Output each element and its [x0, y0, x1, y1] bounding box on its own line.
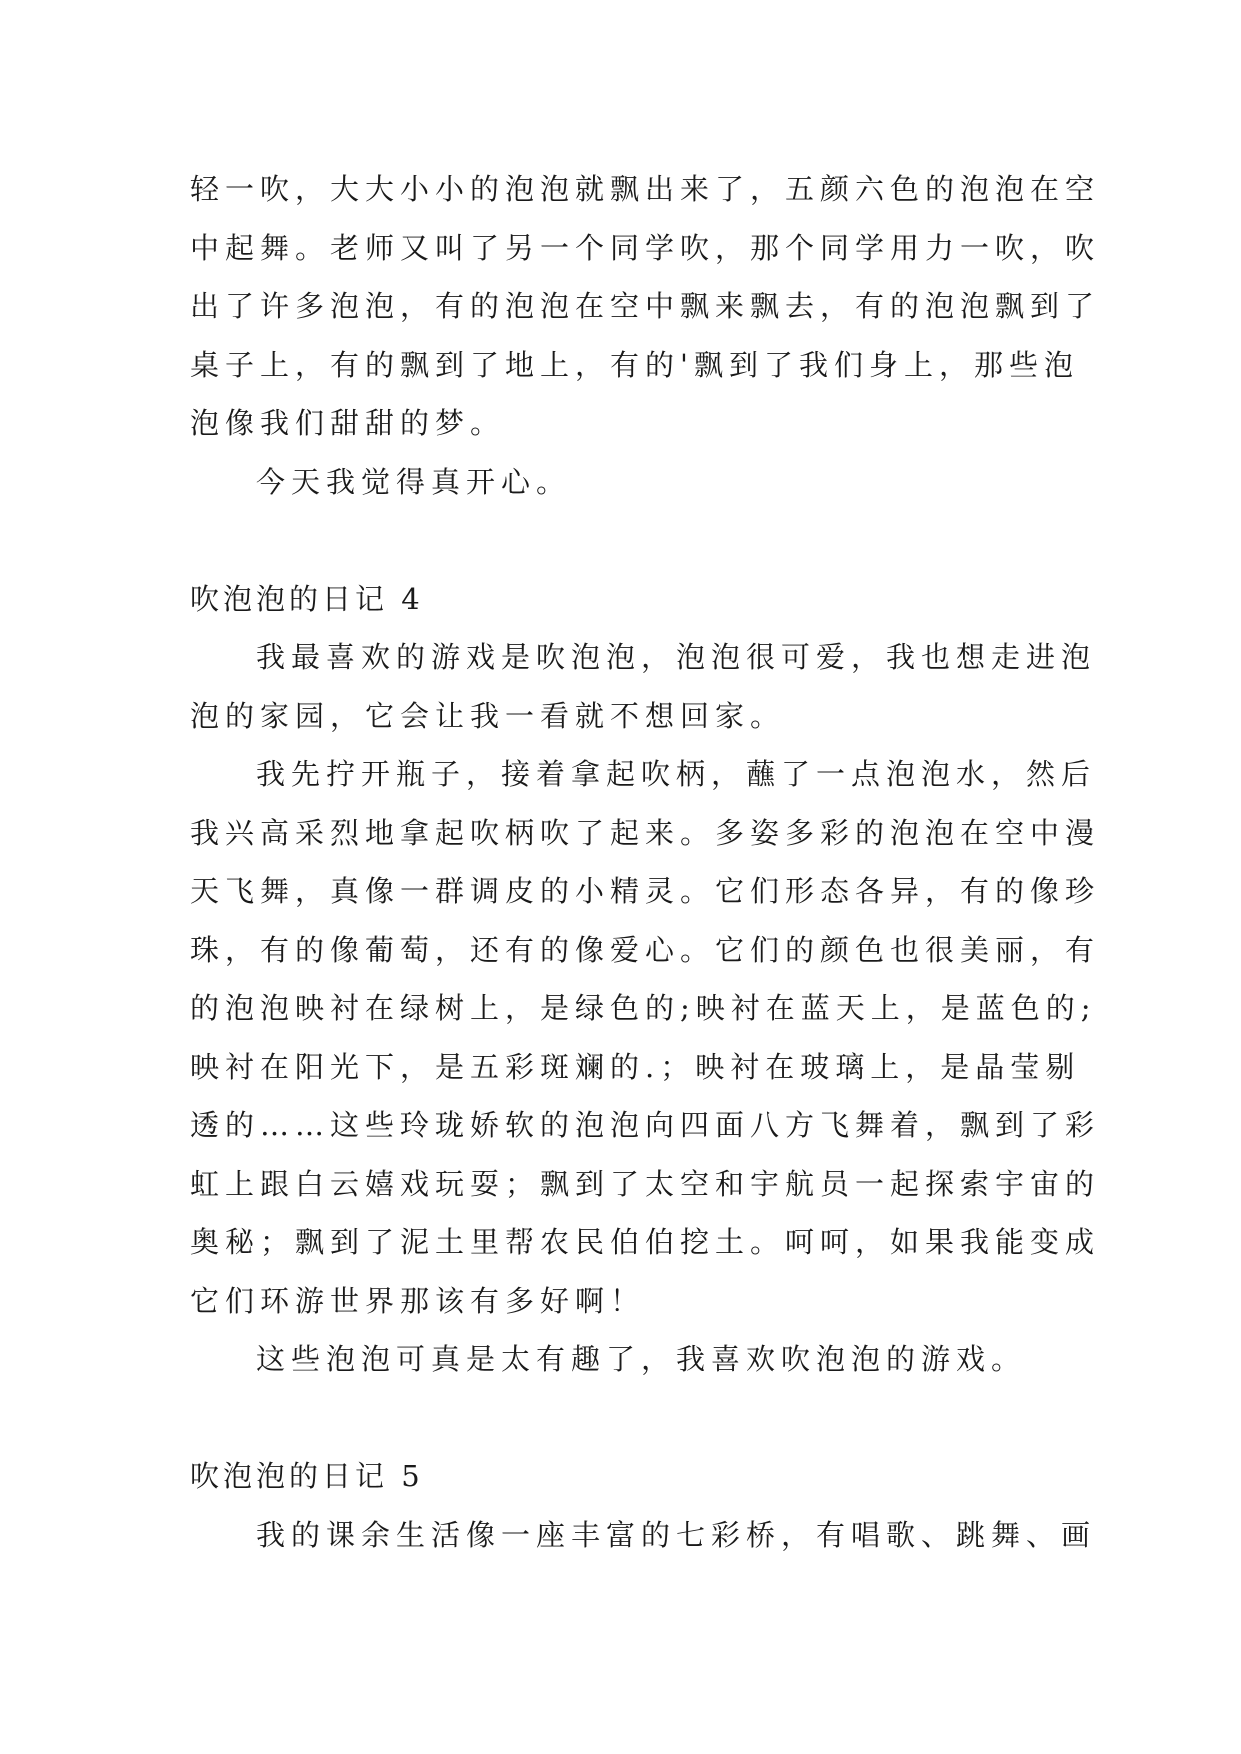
- paragraph: [190, 745, 1101, 1330]
- text-line: 中起舞。老师又叫了另一个同学吹，那个同学用力一吹，吹: [190, 230, 1101, 265]
- text-line: 虹上跟白云嬉戏玩耍；飘到了太空和宇航员一起探索宇宙的: [190, 1166, 1101, 1201]
- paragraph: [190, 453, 1060, 512]
- paragraph: [190, 628, 1097, 745]
- text-line: 奥秘；飘到了泥土里帮农民伯伯挖土。呵呵，如果我能变成: [190, 1225, 1101, 1259]
- paragraph: [190, 1506, 1097, 1565]
- text-line: 我的课余生活像一座丰富的七彩桥，有唱歌、跳舞、画: [256, 1517, 1097, 1552]
- text-line: 泡像我们甜甜的梦。: [190, 406, 506, 440]
- text-line: 泡的家园，它会让我一看就不想回家。: [190, 698, 786, 733]
- text-line: 我先拧开瓶子，接着拿起吹柄，蘸了一点泡泡水，然后: [256, 757, 1097, 791]
- text-line: 它们环游世界那该有多好啊！: [190, 1283, 646, 1318]
- text-line: 珠，有的像葡萄，还有的像爱心。它们的颜色也很美丽，有: [190, 932, 1101, 967]
- paragraph: [190, 1330, 1060, 1389]
- text-line: 映衬在阳光下，是五彩斑斓的.；映衬在玻璃上，是晶莹剔: [190, 1049, 1081, 1084]
- text-line: 的泡泡映衬在绿树上，是绿色的;映衬在蓝天上，是蓝色的;: [190, 991, 1097, 1025]
- text-line: 我兴高采烈地拿起吹柄吹了起来。多姿多彩的泡泡在空中漫: [190, 815, 1101, 850]
- document-page: [190, 160, 1101, 1564]
- text-line: 天飞舞，真像一群调皮的小精灵。它们形态各异，有的像珍: [190, 874, 1101, 908]
- paragraph: [190, 160, 1101, 453]
- text-line: 轻一吹，大大小小的泡泡就飘出来了，五颜六色的泡泡在空: [190, 172, 1101, 206]
- spacer: [190, 1389, 1060, 1448]
- text-line: 我最喜欢的游戏是吹泡泡，泡泡很可爱，我也想走进泡: [256, 640, 1097, 674]
- text-line: 桌子上，有的飘到了地上，有的'飘到了我们身上，那些泡: [190, 347, 1079, 382]
- section-heading: 吹泡泡的日记 5: [190, 1459, 424, 1493]
- spacer: [190, 511, 1060, 570]
- text-line: 这些泡泡可真是太有趣了，我喜欢吹泡泡的游戏。: [256, 1342, 1027, 1376]
- section-heading: 吹泡泡的日记 4: [190, 581, 424, 616]
- text-line: 出了许多泡泡，有的泡泡在空中飘来飘去，有的泡泡飘到了: [190, 289, 1101, 323]
- text-line: 透的……这些玲珑娇软的泡泡向四面八方飞舞着，飘到了彩: [190, 1108, 1101, 1142]
- text-line: 今天我觉得真开心。: [256, 464, 572, 499]
